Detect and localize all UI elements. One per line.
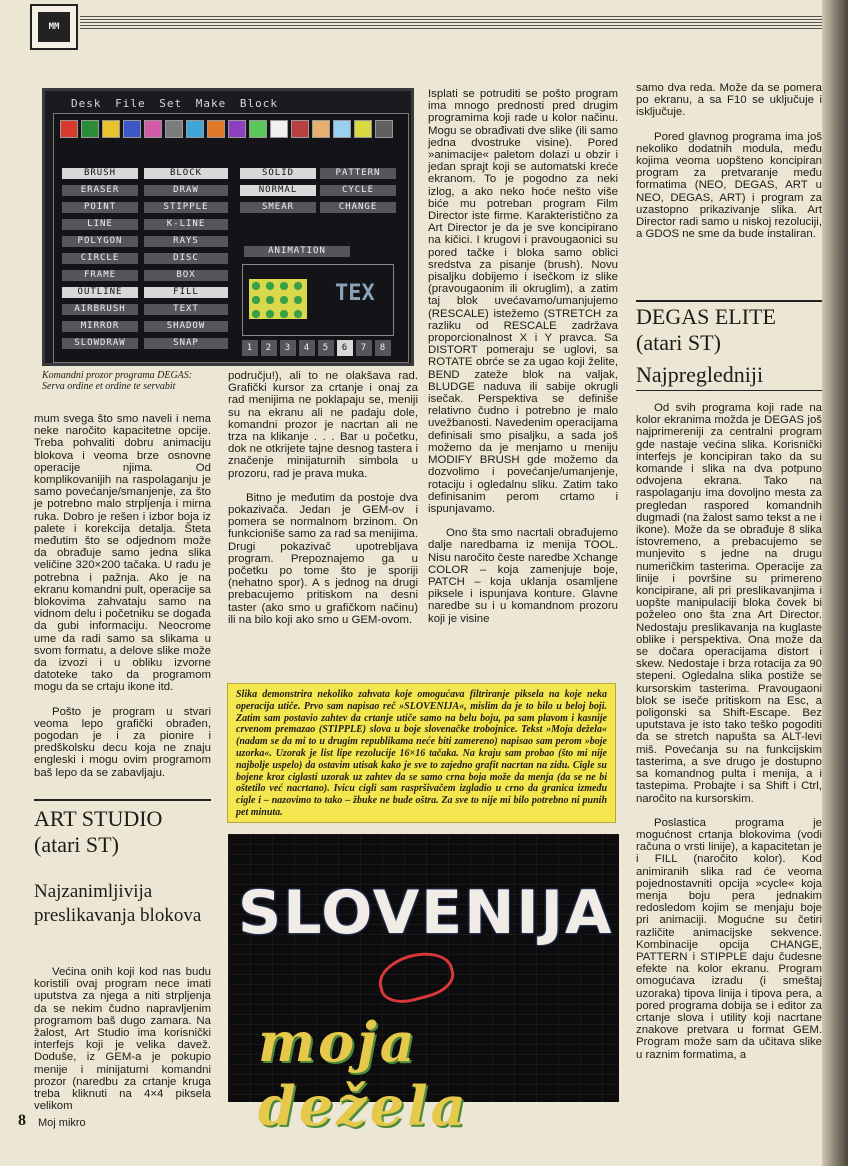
palette-swatch bbox=[81, 120, 99, 138]
palette-swatch bbox=[312, 120, 330, 138]
degas-paragraph: Poslastica programa je mogućnost crtanja blokovima (vodi računa o vrsti linije), a kapacitetan je i FILL (naročito kolor). Kod animiranih slika rad će veoma pojednostavniti opcija »cycle« koja menja boju pera jednakim redosledom kojim se menjaju boje pri animaciji. Mogućne su četiri različite animacijske sekvence. Kombinacije opcija CHANGE, PATTERN i STIPPLE daju čudesne efekte na kolor ekranu. Program omogućava izradu (i smeštaj uzoraka) tipova linija i tipova pera, a pored programa dobija se i editor za crtanje slova i utility koji nacrtane znakove pretvara u format GEM. Program može sam da učitava slike u raznim formatima, a bbox=[636, 816, 822, 1061]
tool-button: BRUSH bbox=[62, 168, 138, 179]
column3-text bbox=[428, 88, 618, 637]
brush-number: 3 bbox=[280, 340, 296, 356]
col1-paragraph: Pošto je program u stvari veoma lepo grafički obrađen, pogodan je i za pionire i predškolsku decu koja ne znaju engleski i mogu ovim programom baš lepo da se zabavljaju. bbox=[34, 705, 211, 779]
tool-button: K-LINE bbox=[144, 219, 228, 230]
tool-button: FILL bbox=[144, 287, 228, 298]
tool-button: AIRBRUSH bbox=[62, 304, 138, 315]
palette-swatch bbox=[354, 120, 372, 138]
palette-swatch bbox=[249, 120, 267, 138]
col3-paragraph: Isplati se potruditi se pošto program ima mnogo prednosti pred drugim programima koji rade u kolor načinu. Mogu se obrađivati dve slike (ili samo jedna dvostruke visine). Pored »animacije« paletom dolazi u obzir i jedan sprajt koji se automatski kreće ekranom. To je pogodno za neki izlog, a ako neko hoće nešto više biće mu potreban program Film Director iste firme. Karakteristično za Art Director je da je sve koncipirano na kičici. I krugovi i pravougaonici su pored tačke i bloka samo oblici sredstva za pisanje (brush). Novu pisaljku dobijemo i isečkom iz slike (pravougaonim ili okruglim), a zatim taj blok uvećavamo/umanjujemo (RESCALE) istežemo (STRETCH za razliku od RESCALE zadržava proporcionalnost X i Y pravca. Sa DISTORT pomeraju se uglovi, sa ROTATE obrće se za ugao koji želite, BEND zateže blok na valjak, BLUDGE naduva ili sabije okrugli isečak. Perspektiva se definiše relativno čudno i potrebno je malo uvežbanosti. Navedenim operacijama definisali smo pisaljku, a sada još možemo da je menjamo u meniju MODIFY BRUSH gde možemo da dozvolimo i povećanje/umanjenje, rotaciju i ogledalnu sliku. Zatim tako definisanim perom crtamo i ispunjavamo. bbox=[428, 88, 618, 515]
tool-button: ERASER bbox=[62, 185, 138, 196]
degas-title: DEGAS ELITE bbox=[636, 304, 776, 329]
art-studio-subtitle: Najzanimljivija preslikavanja blokova bbox=[34, 881, 202, 926]
col1-paragraph: mum svega što smo naveli i nema neke naročito kapacitetne opcije. Treba pohvaliti dobru animaciju blokova i veoma brze osnovne operacije njima. Od komplikovanijih na raspolaganju je samo povećanje/smanjenje, za što je potrebno malo strpljenja i mirna ruka. Dobro je rešen i izbor boja iz palete i korekcija detalja. Šteta međutim što se odjednom može da obrađuje samo jedna slika veličine 320×200 tačaka. U radu je potrebna i pažnja. Ako je na ekranu komandni pult, operacije sa blokovima zahvataju samo na vidnom delu i početniku se događa da gubi informaciju. Neocrome ume da radi samo sa slikama u svom formatu, a delove slike može da izvozi i u obliku izvorne datoteke tako da programom mogu da se crtaju ikone itd. bbox=[34, 413, 211, 694]
section-rule bbox=[636, 300, 822, 302]
palette-swatch bbox=[228, 120, 246, 138]
palette-swatch bbox=[102, 120, 120, 138]
pattern-preview bbox=[249, 279, 307, 319]
degas-command-panel bbox=[53, 113, 409, 363]
magazine-name: Moj mikro bbox=[38, 1117, 86, 1129]
tool-button: MIRROR bbox=[62, 321, 138, 332]
palette-swatch bbox=[291, 120, 309, 138]
animation-button: ANIMATION bbox=[244, 246, 350, 257]
slovenija-screenshot bbox=[228, 834, 619, 1138]
tool-button: POINT bbox=[62, 202, 138, 213]
preview-area bbox=[242, 264, 394, 336]
col4-paragraph: samo dva reda. Može da se pomera po ekranu, a sa F10 se uključuje i isključuje. bbox=[636, 82, 822, 119]
degas-paragraph: Od svih programa koji rade na kolor ekranima možda je DEGAS još najprimereniji za centralni program gde nastaje većina slika. Korisnički interfejs je koncipiran tako da su komande i slika na dva potpuno odvojena ekrana. Tako na raspolaganju ima dovoljno mesta za pregledan raspored komandnih dugmadi (na žalost samo tekst a ne i ikone). Može da se obrađuje 8 slika istovremeno, a prebacujemo se munjevito s jedne na drugu numeričkim tasterima. Operacije za linije i površine su primereno koncipirane, ali pri preslikavanjima i uopšte manipulaciji bloka čovek bi poželeo ono šta zna Art Director. Nedostaju preslikavanja na kuglaste oblike i perspektiva. Ona može da se dočara operacijama distort i skew. Nedostaje i brza rotacija za 90 stepeni. Ogledalna slika postiže se kursorskim tasterima. Pravougaoni blok se iseče pritiskom na Esc, a poligonski sa Shift-Escape. Bez uputstava je isto tako teško pogoditi da se stretch napušta sa ALT-levi miš. Povećanja su na funkcijskim tasterima, a sve drugo je dostupno sa komandnog pulta i menija, a i tastерima. Probajte i sa Shift i Ctrl, naročito na kursorskim. bbox=[636, 402, 822, 805]
mode-button: SMEAR bbox=[240, 202, 316, 213]
header-rule bbox=[80, 16, 822, 30]
palette-swatch bbox=[375, 120, 393, 138]
tool-button: STIPPLE bbox=[144, 202, 228, 213]
brush-number: 7 bbox=[356, 340, 372, 356]
col3-paragraph: Ono šta smo nacrtali obrađujemo dalje naredbama iz menija TOOL. Nisu naročito česte naredbe Xchange COLOR – koja zamenjuje boje, PATCH – koja uklanja osamljene piksele i ispunjava konture. Glavne naredbe su i u komandnom prozoru koji je visine bbox=[428, 527, 618, 625]
palette-swatch bbox=[207, 120, 225, 138]
palette-swatch bbox=[60, 120, 78, 138]
yellow-caption-box: Slika demonstrira nekoliko zahvata koje omogućava filtriranje piksela na koje neka operacija utiče. Prvo sam napisao reč »SLOVENIJA«, mislim da je to bilo u beloj boji. Zatim sam postavio zahtev da crtanje utiče samo na belu boju, pa sam plavom i kasnije crvenom premazao (STIPPLE) slova u boje slovenačke trobojnice. Tekst »Moja dežela« (nadam se da mi to u drugim republikama neće biti zamereno) napisao sam perom »boje uzorka«. Uzorak je list lipe rezolucije 16×16 tačaka. Na kraju sam probao (što mi nije najbolje uspelo) da ostavim utisak kako je sve to zajedno grafit nacrtan na zidu. Cigle su bojene kroz ciglasti uzorak uz zahtev da se samo crna boja može da menja (da se ne bi oštetilo već nacrtano). Ivicu cigli sam raspršivačem izgladio u crno da granica između cigle i – nazovimo to tako – žbuke ne bude oštra. Za sve to nije mi bilo potrebno ni punih pet minuta. bbox=[227, 683, 616, 823]
tool-button: DISC bbox=[144, 253, 228, 264]
column4-text bbox=[636, 82, 822, 252]
column2-text bbox=[228, 370, 418, 638]
mode-button: PATTERN bbox=[320, 168, 396, 179]
moja-dezela-text: moja dežela bbox=[258, 1010, 469, 1138]
degas-menu-bar: Desk File Set Make Block bbox=[71, 97, 278, 110]
degas-screenshot bbox=[42, 88, 414, 366]
col2-paragraph: području!), ali to ne olakšava rad. Grafički kursor za crtanje i onaj za rad menijima ne poklapaju se, meniji su na ekranu ali ne padaju dole, komandni prozor je nacrtan ali ne trza na klikanje . . . Bar u početku, dok ne otkrijete tajne desnog tastera i značenje minijaturnih simbola u prozoru, rad je prava muka. bbox=[228, 370, 418, 480]
tool-button: BLOCK bbox=[144, 168, 228, 179]
page-number: 8 bbox=[18, 1112, 26, 1129]
palette-swatch bbox=[123, 120, 141, 138]
brush-number: 6 bbox=[337, 340, 353, 356]
page-spine-shadow bbox=[822, 0, 848, 1166]
art-studio-text bbox=[34, 966, 211, 1124]
degas-platform: (atari ST) bbox=[636, 330, 721, 355]
tool-button: TEXT bbox=[144, 304, 228, 315]
tool-button: FRAME bbox=[62, 270, 138, 281]
section-rule bbox=[34, 799, 211, 801]
tool-button: SHADOW bbox=[144, 321, 228, 332]
section-rule bbox=[636, 390, 822, 391]
logo-text: MM bbox=[38, 12, 70, 42]
tool-button: BOX bbox=[144, 270, 228, 281]
column1-text bbox=[34, 413, 211, 791]
degas-subtitle: Najpregledniji bbox=[636, 362, 764, 387]
degas-text bbox=[636, 402, 822, 1073]
palette-swatch bbox=[144, 120, 162, 138]
palette-swatch bbox=[333, 120, 351, 138]
mode-button: CYCLE bbox=[320, 185, 396, 196]
tool-button: POLYGON bbox=[62, 236, 138, 247]
mode-button: CHANGE bbox=[320, 202, 396, 213]
art-studio-paragraph: Većina onih koji kod nas budu koristili ovaj program nece imati uputstva za njega a niti strpljenja da se nekim čudno napravljenim programom baš dugo zamara. Na žalost, Art Studio ima korisnički interfejs koji je velika davež. Doduše, iz GEM-a je pokupio menije i minijaturni komandni prozor (naredbu za crtanje kruga treba kliknuti na 4×4 piksela velikom bbox=[34, 966, 211, 1113]
palette-swatch bbox=[270, 120, 288, 138]
tool-button: LINE bbox=[62, 219, 138, 230]
brush-number: 5 bbox=[318, 340, 334, 356]
tool-button: SNAP bbox=[144, 338, 228, 349]
tool-button: DRAW bbox=[144, 185, 228, 196]
tool-button: OUTLINE bbox=[62, 287, 138, 298]
tool-button: SLOWDRAW bbox=[62, 338, 138, 349]
slovenija-word bbox=[238, 878, 613, 948]
mode-button: NORMAL bbox=[240, 185, 316, 196]
brush-number: 2 bbox=[261, 340, 277, 356]
brush-number: 4 bbox=[299, 340, 315, 356]
mode-button: SOLID bbox=[240, 168, 316, 179]
tool-button: CIRCLE bbox=[62, 253, 138, 264]
art-studio-platform: (atari ST) bbox=[34, 832, 119, 857]
slovenija-text: SLOVENIJA bbox=[238, 878, 614, 948]
magazine-logo bbox=[30, 4, 78, 50]
brush-number: 8 bbox=[375, 340, 391, 356]
col2-paragraph: Bitno je međutim da postoje dva pokazivača. Jedan je GEM-ov i pomera se normalnom brzinom. On funkcioniše samo za rad sa menijima. Drugi pokazivač upotrebljava program. Prepoznajemo ga u početku po tome što je sporiji (nehatno spor). A s jednog na drugi prebacujemo pritiskom na desni taster (ako smo u grafičkom načinu) ili na bilo koji ako smo u GEM-ovom. bbox=[228, 491, 418, 626]
palette-swatch bbox=[186, 120, 204, 138]
text-preview: TEX bbox=[335, 281, 375, 306]
art-studio-title: ART STUDIO bbox=[34, 806, 163, 831]
palette-swatch bbox=[165, 120, 183, 138]
tool-button: RAYS bbox=[144, 236, 228, 247]
caption-degas: Komandni prozor programa DEGAS: Serva ordine et ordine te servabit bbox=[42, 370, 193, 392]
col4-paragraph: Pored glavnog programa ima još nekoliko dodatnih modula, među kojima veoma uopšteno koncipiran program za pretvaranje među formatima (NEO, DEGAS, ART u NEO, DEGAS, ART) i program za uzastopno prikazivanje slika. Art Director radi samo u niskoj rezoluciji, a GDOS ne sme da bude instaliran. bbox=[636, 130, 822, 241]
brush-number: 1 bbox=[242, 340, 258, 356]
